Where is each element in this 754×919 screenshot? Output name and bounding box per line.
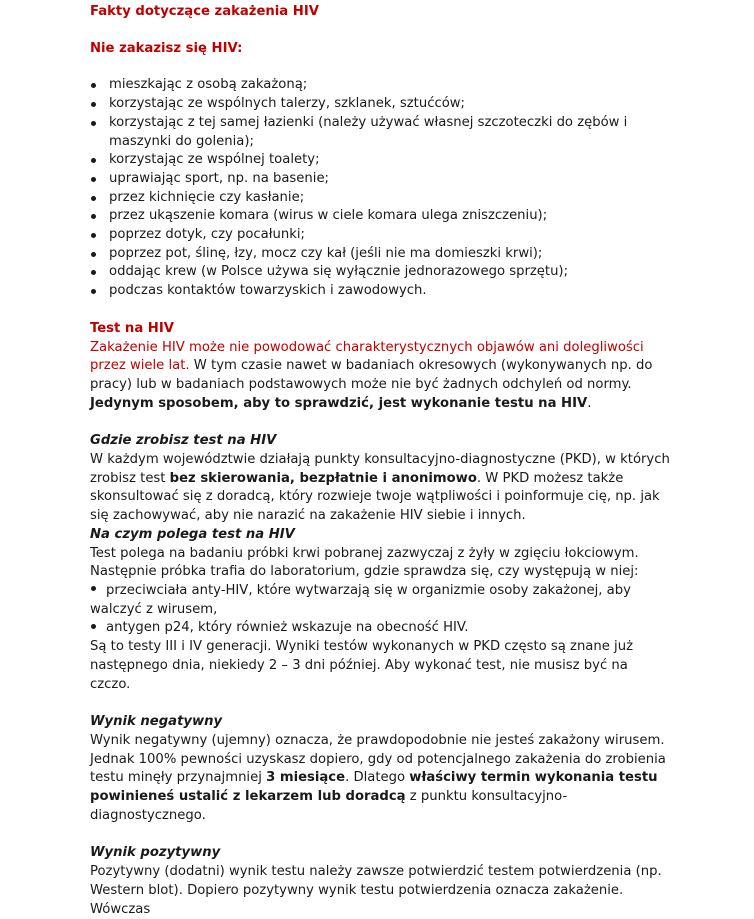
list-item: poprzez pot, ślinę, łzy, mocz czy kał (jeśli nie ma domieszki krwi); [90,245,670,264]
negative-text-3: z punktu konsultacyjno-diagnostycznego. [90,789,568,823]
positive-heading: Wynik pozytywny [90,845,221,861]
bullet-icon [91,624,96,629]
negative-bold-2: właściwy termin wykonania testu powinieneś ustalić z lekarzem lub doradcą [90,770,658,805]
how-item-2-text: antygen p24, który również wskazuje na obecność HIV. [106,620,469,636]
list-item: mieszkając z osobą zakażoną; [90,76,670,95]
how-item-1-text: przeciwciała anty-HIV, które wytwarzają się w organizmie osoby zakażonej, aby walczyć z wirusem, [90,582,631,617]
negative-text-2: . Dlatego [345,770,410,786]
test-text: W tym czasie nawet w badaniach okresowych (wykonywanych np. do pracy) lub w badaniach podstawowych może nie być żadnych odchyleń od normy. [90,358,653,392]
list-item: uprawiając sport, np. na basenie; [90,170,670,189]
list-item: korzystając ze wspólnych talerzy, szklanek, sztućców; [90,95,670,114]
list-item: korzystając z tej samej łazienki (należy używać własnej szczoteczki do zębów i maszynki do golenia); [90,114,670,151]
where-bold: bez skierowania, bezpłatnie i anonimowo [169,470,477,486]
how-paragraph-1: Test polega na badaniu próbki krwi pobranej zazwyczaj z żyły w zgięciu łokciowym. Następnie próbka trafia do laboratorium, gdzie sprawdza się, czy występują w niej: [90,545,639,580]
bullet-icon [91,586,96,591]
no-infection-list [90,76,670,300]
negative-heading: Wynik negatywny [90,714,223,730]
list-item: przez kichnięcie czy kasłanie; [90,189,670,208]
test-bold-text: Jedynym sposobem, aby to sprawdzić, jest wykonanie testu na HIV [90,395,588,411]
document-page [90,0,670,919]
test-red-text: Zakażenie HIV może nie powodować charakterystycznych objawów ani dolegliwości przez wiele lat. [90,339,644,374]
test-end: . [587,395,592,411]
how-heading: Na czym polega test na HIV [90,526,295,542]
how-item-2 [90,619,670,638]
list-item: korzystając ze wspólnej toalety; [90,151,670,170]
negative-bold-1: 3 miesiące [266,770,346,786]
document-title: Fakty dotyczące zakażenia HIV [90,4,319,19]
positive-paragraph: Pozytywny (dodatni) wynik testu należy zawsze potwierdzić testem potwierdzenia (np. Western blot). Dopiero pozytywny wynik testu potwierdzenia oznacza zakażenie. Wówczas [90,864,662,917]
negative-paragraph [90,732,670,826]
where-text-1: W każdym województwie działają punkty konsultacyjno-diagnostyczne (PKD), w których zrobisz test [90,452,670,486]
list-item: oddając krew (w Polsce używa się wyłącznie jednorazowego sprzętu); [90,263,670,282]
test-heading: Test na HIV [90,320,174,336]
how-item-1 [90,582,670,619]
where-paragraph [90,451,670,526]
how-paragraph-2: Są to testy III i IV generacji. Wyniki testów wykonanych w PKD często są znane już następnego dnia, niekiedy 2 – 3 dni później. Aby wykonać test, nie musisz być na czczo. [90,639,633,692]
list-item: poprzez dotyk, czy pocałunki; [90,226,670,245]
where-text-2: . W PKD możesz także skonsultować się z doradcą, który rozwieje twoje wątpliwości i poinformuje cię, np. jak się zachowywać, aby nie narazić na zakażenie HIV siebie i innych. [90,470,660,524]
list-item: podczas kontaktów towarzyskich i zawodowych. [90,282,670,301]
test-paragraph [90,339,670,414]
list-item: przez ukąszenie komara (wirus w ciele komara ulega zniszczeniu); [90,207,670,226]
negative-text-1: Wynik negatywny (ujemny) oznacza, że prawdopodobnie nie jesteś zakażony wirusem. Jednak 100% pewności uzyskasz dopiero, gdy od potencjalnego zakażenia do zrobienia testu minęły przynajmniej [90,732,666,786]
where-heading: Gdzie zrobisz test na HIV [90,433,277,449]
no-infection-heading: Nie zakazisz się HIV: [90,40,243,56]
